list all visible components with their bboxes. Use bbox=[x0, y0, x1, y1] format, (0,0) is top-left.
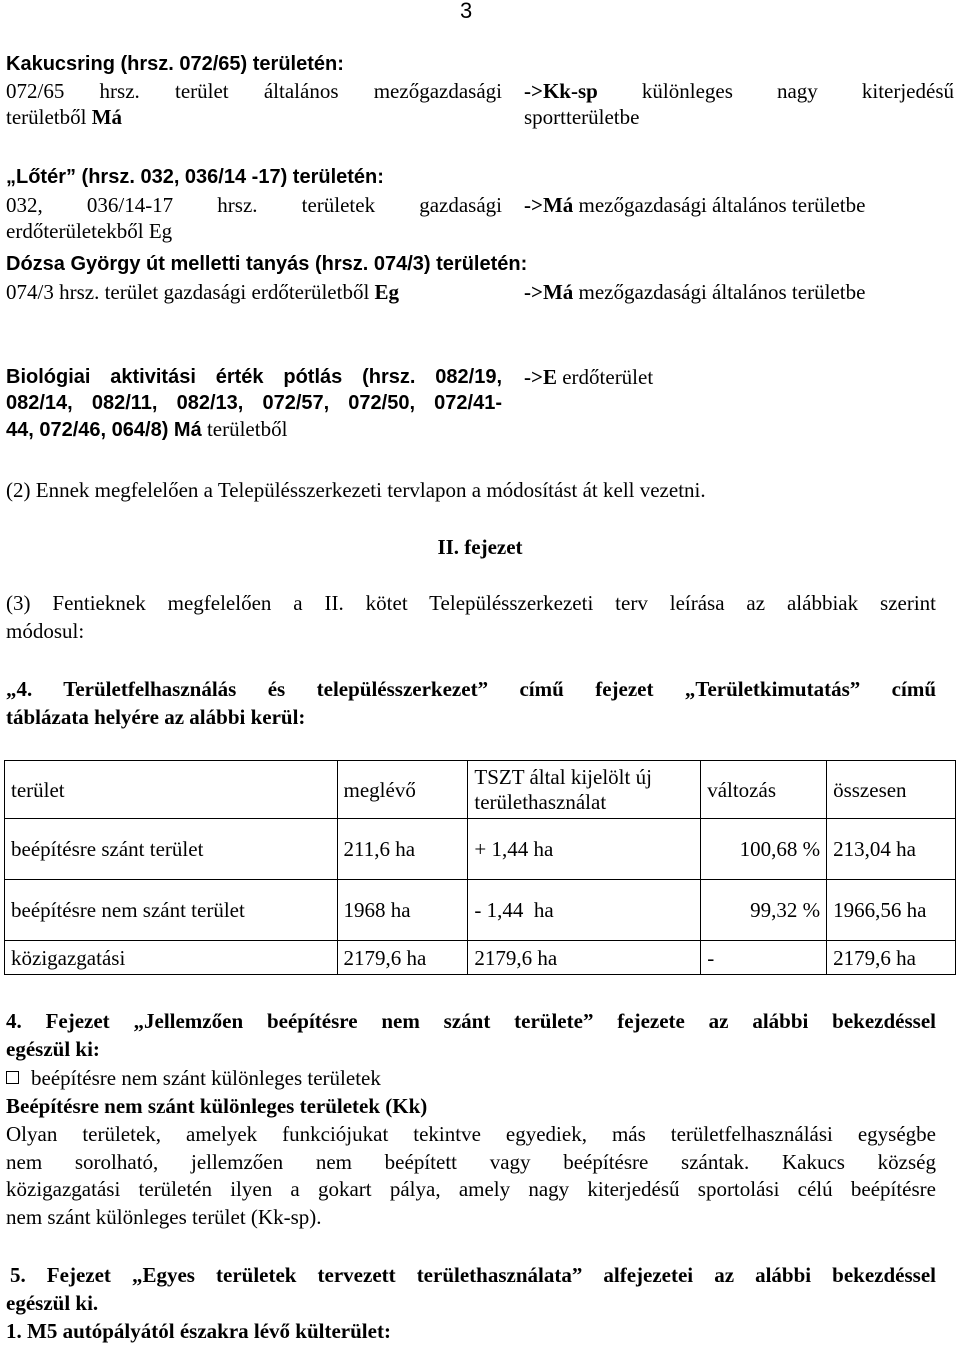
table-header-cell: terület bbox=[5, 761, 338, 819]
right-line bbox=[524, 192, 954, 218]
table-cell: 211,6 ha bbox=[337, 819, 468, 880]
text-bold: ->Má bbox=[524, 193, 574, 217]
text-bold: ->E bbox=[524, 365, 557, 389]
table-cell: 1968 ha bbox=[337, 880, 468, 941]
table-cell: 100,68 % bbox=[701, 819, 827, 880]
section-left-loter bbox=[6, 192, 502, 244]
table-header-cell: meglévő bbox=[337, 761, 468, 819]
left-line: 072/65 hrsz. terület általános mezőgazdasági bbox=[6, 79, 502, 103]
bullet-item bbox=[6, 1065, 381, 1091]
section-right-biologiai bbox=[524, 364, 954, 390]
left-line: 032, 036/14-17 hrsz. területek gazdasági bbox=[6, 193, 502, 217]
chapter-4-heading bbox=[6, 1008, 936, 1063]
table-cell: 213,04 ha bbox=[827, 819, 956, 880]
table-cell: + 1,44 ha bbox=[468, 819, 701, 880]
text-plain: mezőgazdasági általános területbe bbox=[573, 193, 866, 217]
text-bold: Má bbox=[91, 105, 123, 129]
text-plain: 074/3 hrsz. terület gazdasági erdőterületből bbox=[6, 280, 375, 304]
section-right-loter bbox=[524, 192, 954, 218]
left-line: 082/14, 082/11, 082/13, 072/57, 072/50, 072/41- bbox=[6, 392, 502, 414]
left-line bbox=[6, 279, 502, 305]
right-line: sportterületbe bbox=[524, 105, 640, 129]
right-line bbox=[524, 78, 954, 104]
text-bold: 44, 072/46, 064/8) Má bbox=[6, 419, 202, 441]
paragraph-line: nem szánt különleges terület (Kk-sp). bbox=[6, 1204, 322, 1229]
paragraph-line: (3) Fentieknek megfelelően a II. kötet Településszerkezeti terv leírása az alábbiak szerint bbox=[6, 591, 936, 615]
table-row bbox=[5, 880, 956, 941]
chapter-title: II. fejezet bbox=[437, 535, 523, 559]
table-cell: közigazgatási bbox=[5, 941, 338, 975]
text-plain: területből bbox=[6, 105, 92, 129]
table-row bbox=[5, 819, 956, 880]
table-cell: - bbox=[701, 941, 827, 975]
left-line bbox=[6, 104, 502, 130]
paragraph-line: nem sorolható, jellemzően nem beépített vagy beépítésre szántak. Kakucs község bbox=[6, 1149, 936, 1174]
section-heading-loter: „Lőtér” (hrsz. 032, 036/14 -17) területén: bbox=[6, 166, 384, 188]
text-plain: területből bbox=[201, 417, 288, 441]
kk-heading: Beépítésre nem szánt különleges területek (Kk) bbox=[6, 1094, 428, 1118]
paragraph-line: közigazgatási területén ilyen a gokart pálya, amely nagy kiterjedésű sportolási célú beépítésre bbox=[6, 1177, 936, 1201]
area-table bbox=[4, 760, 956, 975]
left-line: erdőterületekből Eg bbox=[6, 219, 173, 243]
table-cell: 2179,6 ha bbox=[827, 941, 956, 975]
table-cell: 1966,56 ha bbox=[827, 880, 956, 941]
paragraph-3 bbox=[6, 590, 936, 645]
table-cell: 2179,6 ha bbox=[468, 941, 701, 975]
heading-line: egészül ki. bbox=[6, 1290, 99, 1315]
table-row bbox=[5, 941, 956, 975]
table-cell: beépítésre szánt terület bbox=[5, 819, 338, 880]
right-line bbox=[524, 364, 954, 390]
heading-line: egészül ki: bbox=[6, 1036, 100, 1061]
checkbox-icon bbox=[6, 1071, 19, 1084]
section-left-biologiai bbox=[6, 364, 502, 443]
table-header-cell: TSZT által kijelölt új területhasználat bbox=[468, 761, 701, 819]
table-header-cell: összesen bbox=[827, 761, 956, 819]
left-line: Biológiai aktivitási érték pótlás (hrsz. 082/19, bbox=[6, 366, 502, 388]
table-cell: 2179,6 ha bbox=[337, 941, 468, 975]
section-heading-dozsa: Dózsa György út melletti tanyás (hrsz. 074/3) területén: bbox=[6, 253, 528, 275]
table-heading bbox=[6, 676, 936, 731]
kk-paragraph bbox=[6, 1121, 936, 1231]
chapter-5-heading bbox=[6, 1262, 936, 1317]
table-cell: - 1,44 ha bbox=[468, 880, 701, 941]
text-bold: Eg bbox=[374, 280, 400, 304]
heading-line: 5. Fejezet „Egyes területek tervezett területhasználata” alfejezetei az alábbi bekezdéssel bbox=[10, 1263, 936, 1287]
section-heading-kakucsring: Kakucsring (hrsz. 072/65) területén: bbox=[6, 53, 344, 75]
m5-heading: 1. M5 autópályától északra lévő külterület: bbox=[6, 1319, 391, 1343]
bullet-text: beépítésre nem szánt különleges területek bbox=[31, 1066, 381, 1090]
table-header-cell: változás bbox=[701, 761, 827, 819]
page-number: 3 bbox=[460, 0, 473, 23]
heading-line: „4. Területfelhasználás és településszerkezet” című fejezet „Területkimutatás” című bbox=[6, 677, 936, 701]
text-bold: ->Má bbox=[524, 280, 574, 304]
section-left-kakucsring bbox=[6, 78, 502, 130]
left-line bbox=[6, 416, 502, 443]
text-bold: ->Kk-sp bbox=[524, 79, 598, 103]
paragraph-line: Olyan területek, amelyek funkciójukat tekintve egyediek, más területfelhasználási egységbe bbox=[6, 1122, 936, 1146]
heading-line: 4. Fejezet „Jellemzően beépítésre nem szánt területe” fejezete az alábbi bekezdéssel bbox=[6, 1009, 936, 1033]
table-cell: beépítésre nem szánt terület bbox=[5, 880, 338, 941]
section-right-dozsa bbox=[524, 279, 954, 305]
text-plain: mezőgazdasági általános területbe bbox=[573, 280, 866, 304]
right-line bbox=[524, 279, 954, 305]
table-header-row bbox=[5, 761, 956, 819]
section-left-dozsa bbox=[6, 279, 502, 305]
heading-line: táblázata helyére az alábbi kerül: bbox=[6, 704, 306, 729]
paragraph-2: (2) Ennek megfelelően a Településszerkezeti tervlapon a módosítást át kell vezetni. bbox=[6, 478, 706, 502]
section-right-kakucsring bbox=[524, 78, 954, 130]
paragraph-line: módosul: bbox=[6, 618, 85, 643]
table-cell: 99,32 % bbox=[701, 880, 827, 941]
text-plain: erdőterület bbox=[556, 365, 654, 389]
text-plain: különleges nagy kiterjedésű bbox=[597, 79, 954, 103]
